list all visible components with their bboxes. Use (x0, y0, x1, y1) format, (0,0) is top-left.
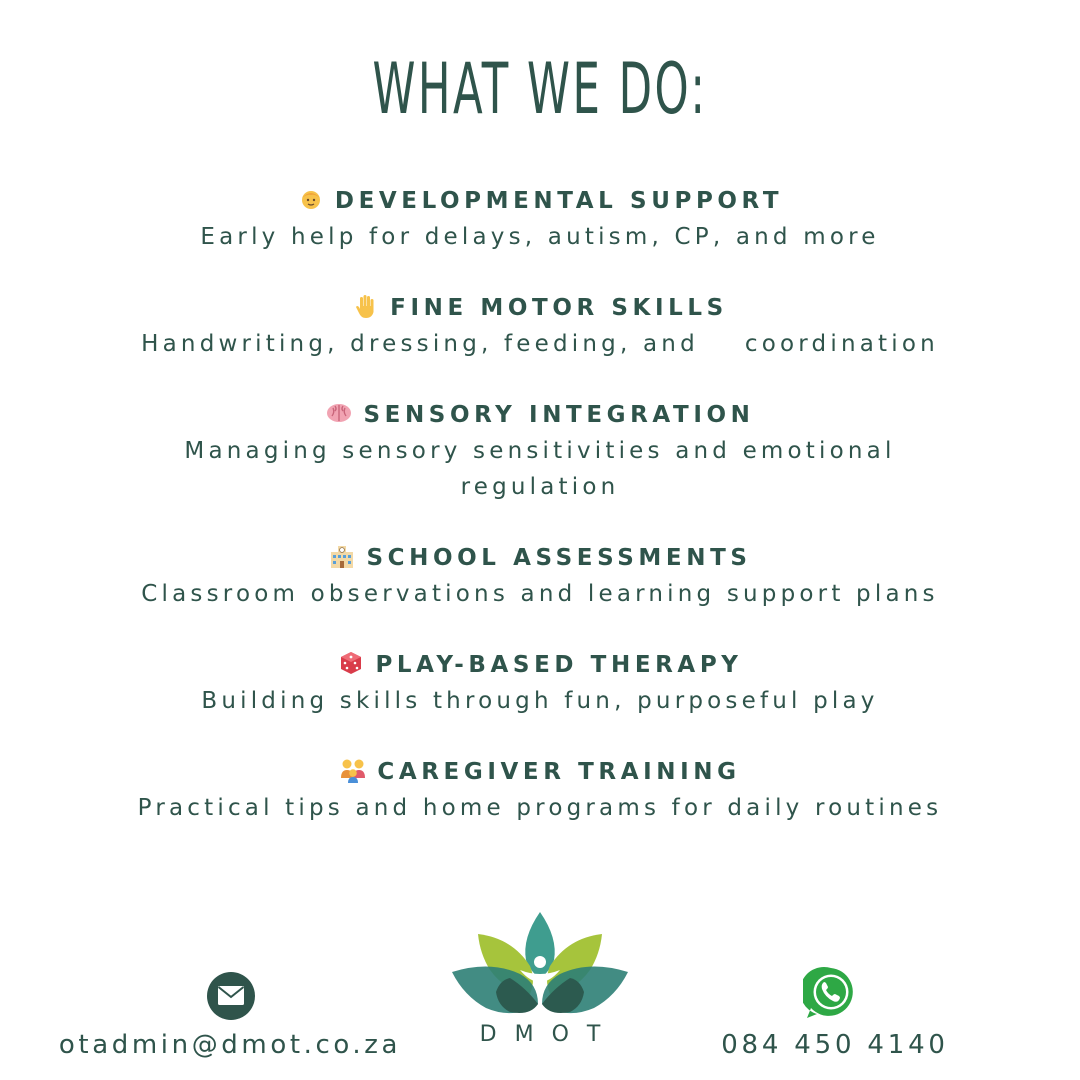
phone-number[interactable]: 084 450 4140 (721, 1030, 949, 1060)
child-face-icon (297, 185, 325, 213)
service-description: Building skills through fun, purposeful play (201, 688, 879, 714)
services-list (40, 183, 1040, 861)
service-item (40, 397, 1040, 505)
family-icon (339, 756, 367, 784)
service-heading-row (40, 183, 1040, 219)
service-heading: CAREGIVER TRAINING (377, 759, 741, 785)
school-building-icon (328, 542, 356, 570)
service-heading: DEVELOPMENTAL SUPPORT (334, 188, 784, 214)
service-description: Practical tips and home programs for daily routines (137, 795, 943, 821)
dice-icon (337, 649, 365, 677)
service-heading: SCHOOL ASSESSMENTS (366, 545, 752, 571)
email-link[interactable]: otadmin@dmot.co.za (58, 1030, 402, 1060)
service-heading: PLAY-BASED THERAPY (375, 652, 743, 678)
service-item (40, 540, 1040, 612)
service-item (40, 183, 1040, 255)
service-description: Managing sensory sensitivities and emotional regulation (184, 438, 896, 500)
dmot-logo (450, 908, 630, 1020)
whatsapp-icon[interactable] (803, 965, 859, 1021)
service-heading: FINE MOTOR SKILLS (390, 295, 728, 321)
service-heading-row (40, 754, 1040, 790)
service-description: Handwriting, dressing, feeding, and coordination (141, 331, 939, 357)
service-item (40, 647, 1040, 719)
raised-hand-icon (352, 292, 380, 320)
service-description: Classroom observations and learning support plans (141, 581, 939, 607)
logo-wordmark: DMOT (479, 1022, 619, 1047)
service-heading: SENSORY INTEGRATION (363, 402, 755, 428)
service-description: Early help for delays, autism, CP, and more (200, 224, 880, 250)
service-item (40, 290, 1040, 362)
service-heading-row (40, 290, 1040, 326)
envelope-icon[interactable] (206, 971, 256, 1021)
brain-icon (325, 399, 353, 427)
page-title: WHAT WE DO: (372, 48, 708, 130)
service-heading-row (40, 647, 1040, 683)
service-heading-row (40, 540, 1040, 576)
service-item (40, 754, 1040, 826)
service-heading-row (40, 397, 1040, 433)
